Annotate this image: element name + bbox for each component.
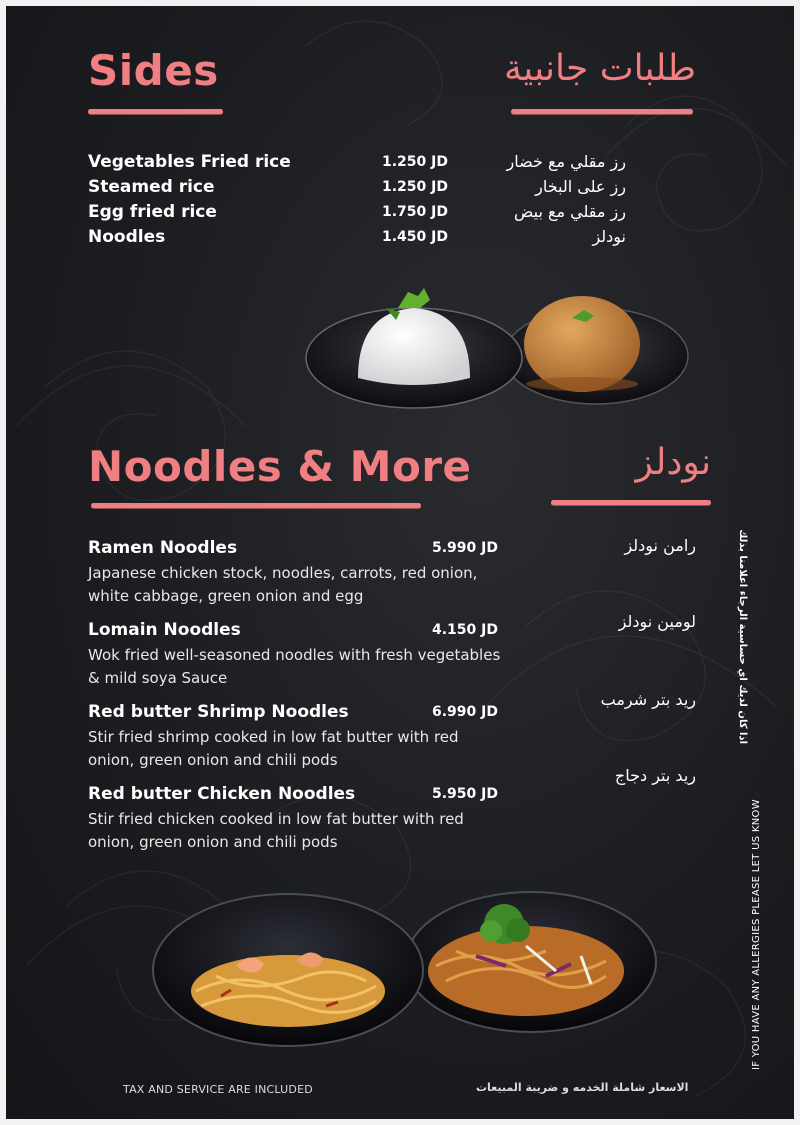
footer-tax-note: TAX AND SERVICE ARE INCLUDED <box>123 1083 313 1096</box>
side-item-name-arabic: رز على البخار <box>535 177 626 196</box>
noodle-item-price: 5.990 JD <box>432 540 498 556</box>
noodle-item-name-arabic: لومين نودلز <box>618 612 696 631</box>
side-item-name-arabic: نودلز <box>592 227 626 246</box>
noodle-item-name: Lomain Noodles <box>88 620 241 640</box>
side-item-name-arabic: رز مقلي مع بيض <box>514 202 626 221</box>
noodle-item-name-arabic: ريد بتر شرمب <box>600 690 696 709</box>
noodle-item-description: Stir fried chicken cooked in low fat butter with red onion, green onion and chili pods <box>88 810 464 851</box>
noodle-bowls-image <box>6 6 794 1119</box>
noodle-item-description: Wok fried well-seasoned noodles with fresh vegetables & mild soya Sauce <box>88 646 501 687</box>
noodle-item-price: 6.990 JD <box>432 704 498 720</box>
sides-title: Sides <box>88 46 219 95</box>
noodles-title-arabic: نودلز <box>635 442 711 483</box>
noodle-item-name: Ramen Noodles <box>88 538 238 558</box>
allergy-note-arabic: اذا كان لديك اي حساسية الرجاء اعلامنا بذلك <box>737 529 748 744</box>
side-item-name: Steamed rice <box>88 177 215 197</box>
noodle-item-name: Red butter Shrimp Noodles <box>88 702 349 722</box>
allergy-note: IF YOU HAVE ANY ALLERGIES PLEASE LET US KNOW <box>751 799 762 1070</box>
side-item-name-arabic: رز مقلي مع خضار <box>506 152 626 171</box>
side-item-price: 1.450 JD <box>382 229 448 245</box>
noodle-item-description: Stir fried shrimp cooked in low fat butter with red onion, green onion and chili pods <box>88 728 459 769</box>
noodle-item-name: Red butter Chicken Noodles <box>88 784 356 804</box>
sides-title-arabic: طلبات جانبية <box>503 48 696 89</box>
side-item-price: 1.250 JD <box>382 179 448 195</box>
noodle-item-price: 4.150 JD <box>432 622 498 638</box>
side-item-price: 1.250 JD <box>382 154 448 170</box>
noodle-item-name-arabic: ريد بتر دجاج <box>614 766 696 785</box>
side-item-price: 1.750 JD <box>382 204 448 220</box>
footer-tax-note-arabic: الاسعار شاملة الخدمه و ضريبة المبيعات <box>476 1081 689 1094</box>
side-item-name: Egg fried rice <box>88 202 217 222</box>
menu-page <box>6 6 794 1119</box>
noodle-item-price: 5.950 JD <box>432 786 498 802</box>
noodle-item-description: Japanese chicken stock, noodles, carrots, red onion, white cabbage, green onion and egg <box>88 564 478 605</box>
side-item-name: Noodles <box>88 227 166 247</box>
noodles-title: Noodles & More <box>88 442 472 491</box>
noodle-item-name-arabic: رامن نودلز <box>624 536 696 555</box>
side-item-name: Vegetables Fried rice <box>88 152 291 172</box>
